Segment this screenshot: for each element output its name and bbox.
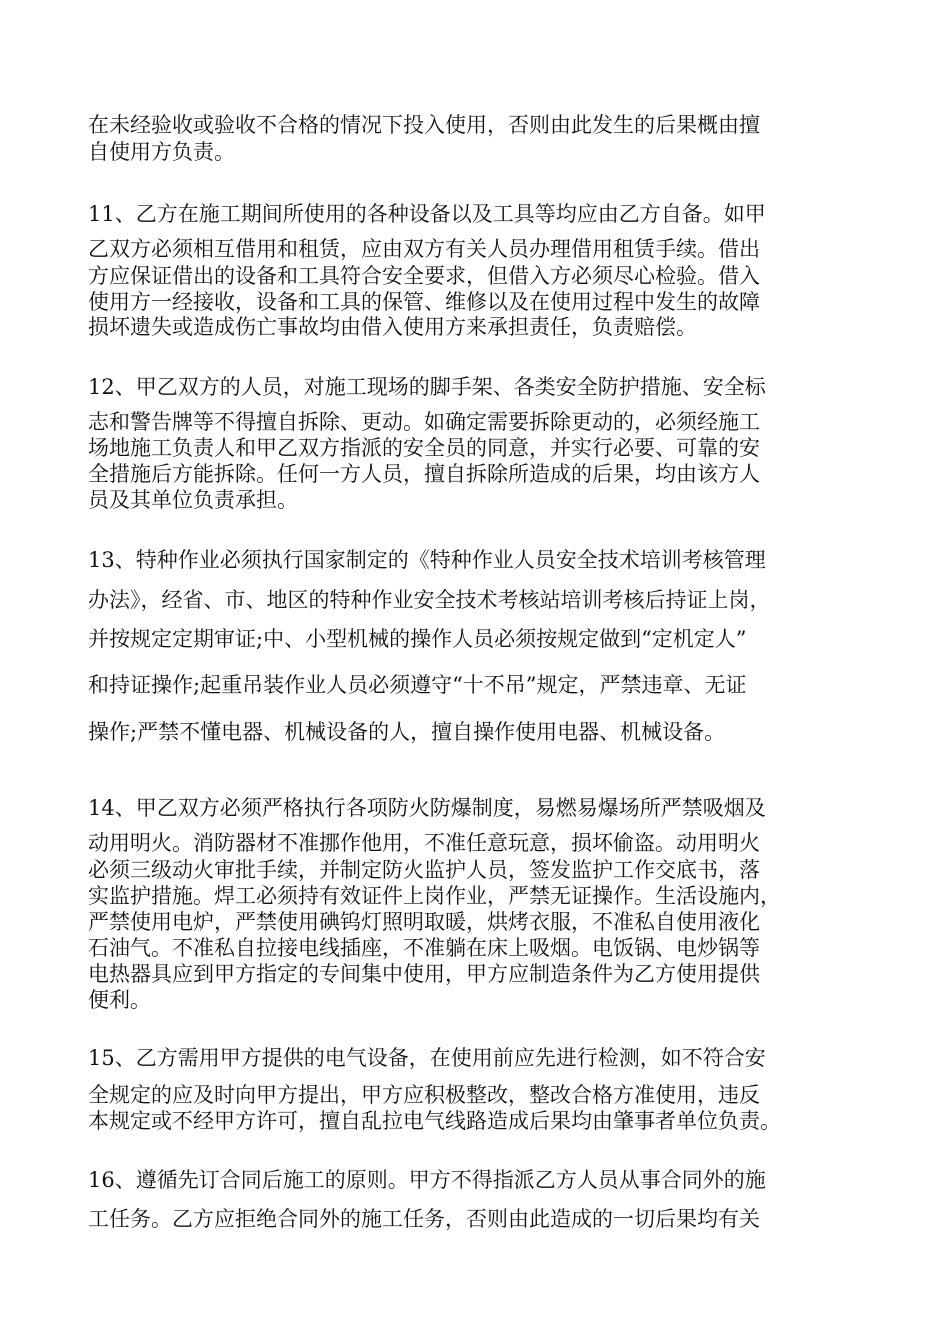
text-line: 13、特种作业必须执行国家制定的《特种作业人员安全技术培训考核管理 [88,548,766,572]
text-line: 员及其单位负责承担。 [88,488,298,512]
text-line: 本规定或不经甲方许可，擅自乱拉电气线路造成后果均由肇事者单位负责。 [88,1109,781,1133]
text-line: 实监护措施。焊工必须持有效证件上岗作业，严禁无证操作。生活设施内， [88,884,781,908]
text-line: 必须三级动火审批手续，并制定防火监护人员，签发监护工作交底书，落 [88,858,760,882]
text-line: 在未经验收或验收不合格的情况下投入使用，否则由此发生的后果概由擅 [88,113,760,137]
text-line: 工任务。乙方应拒绝合同外的施工任务，否则由此造成的一切后果均有关 [88,1207,760,1231]
text-line: 电热器具应到甲方指定的专间集中使用，甲方应制造条件为乙方使用提供 [88,962,760,986]
text-line: 并按规定定期审证;中、小型机械的操作人员必须按规定做到“定机定人” [88,627,747,651]
text-line: 乙双方必须相互借用和租赁，应由双方有关人员办理借用租赁手续。借出 [88,237,760,261]
text-line: 方应保证借出的设备和工具符合安全要求，但借入方必须尽心检验。借入 [88,264,760,288]
text-line: 全措施后方能拆除。任何一方人员，擅自拆除所造成的后果，均由该方人 [88,462,760,486]
text-line: 便利。 [88,988,151,1012]
text-line: 15、乙方需用甲方提供的电气设备，在使用前应先进行检测，如不符合安 [88,1046,766,1070]
text-line: 严禁使用电炉，严禁使用碘钨灯照明取暖，烘烤衣服，不准私自使用液化 [88,910,760,934]
text-line: 自使用方负责。 [88,140,235,164]
text-line: 办法》，经省、市、地区的特种作业安全技术考核站培训考核后持证上岗， [88,588,771,612]
text-line: 损坏遗失或造成伤亡事故均由借入使用方来承担责任，负责赔偿。 [88,315,697,339]
text-line: 场地施工负责人和甲乙双方指派的安全员的同意，并实行必要、可靠的安 [88,436,760,460]
text-line: 石油气。不准私自拉接电线插座，不准躺在床上吸烟。电饭锅、电炒锅等 [88,936,760,960]
text-line: 使用方一经接收，设备和工具的保管、维修以及在使用过程中发生的故障 [88,290,760,314]
text-line: 动用明火。消防器材不准挪作他用，不准任意玩意，损坏偷盗。动用明火 [88,831,760,855]
text-line: 志和警告牌等不得擅自拆除、更动。如确定需要拆除更动的，必须经施工 [88,410,760,434]
text-line: 14、甲乙双方必须严格执行各项防火防爆制度，易燃易爆场所严禁吸烟及 [88,796,766,820]
text-line: 操作;严禁不懂电器、机械设备的人，擅自操作使用电器、机械设备。 [88,720,726,744]
text-line: 和持证操作;起重吊装作业人员必须遵守“十不吊”规定，严禁违章、无证 [88,673,747,697]
text-line: 11、乙方在施工期间所使用的各种设备以及工具等均应由乙方自备。如甲 [88,202,766,226]
text-line: 全规定的应及时向甲方提出，甲方应积极整改，整改合格方准使用，违反 [88,1083,760,1107]
text-line: 16、遵循先订合同后施工的原则。甲方不得指派乙方人员从事合同外的施 [88,1168,766,1192]
text-line: 12、甲乙双方的人员，对施工现场的脚手架、各类安全防护措施、安全标 [88,375,766,399]
